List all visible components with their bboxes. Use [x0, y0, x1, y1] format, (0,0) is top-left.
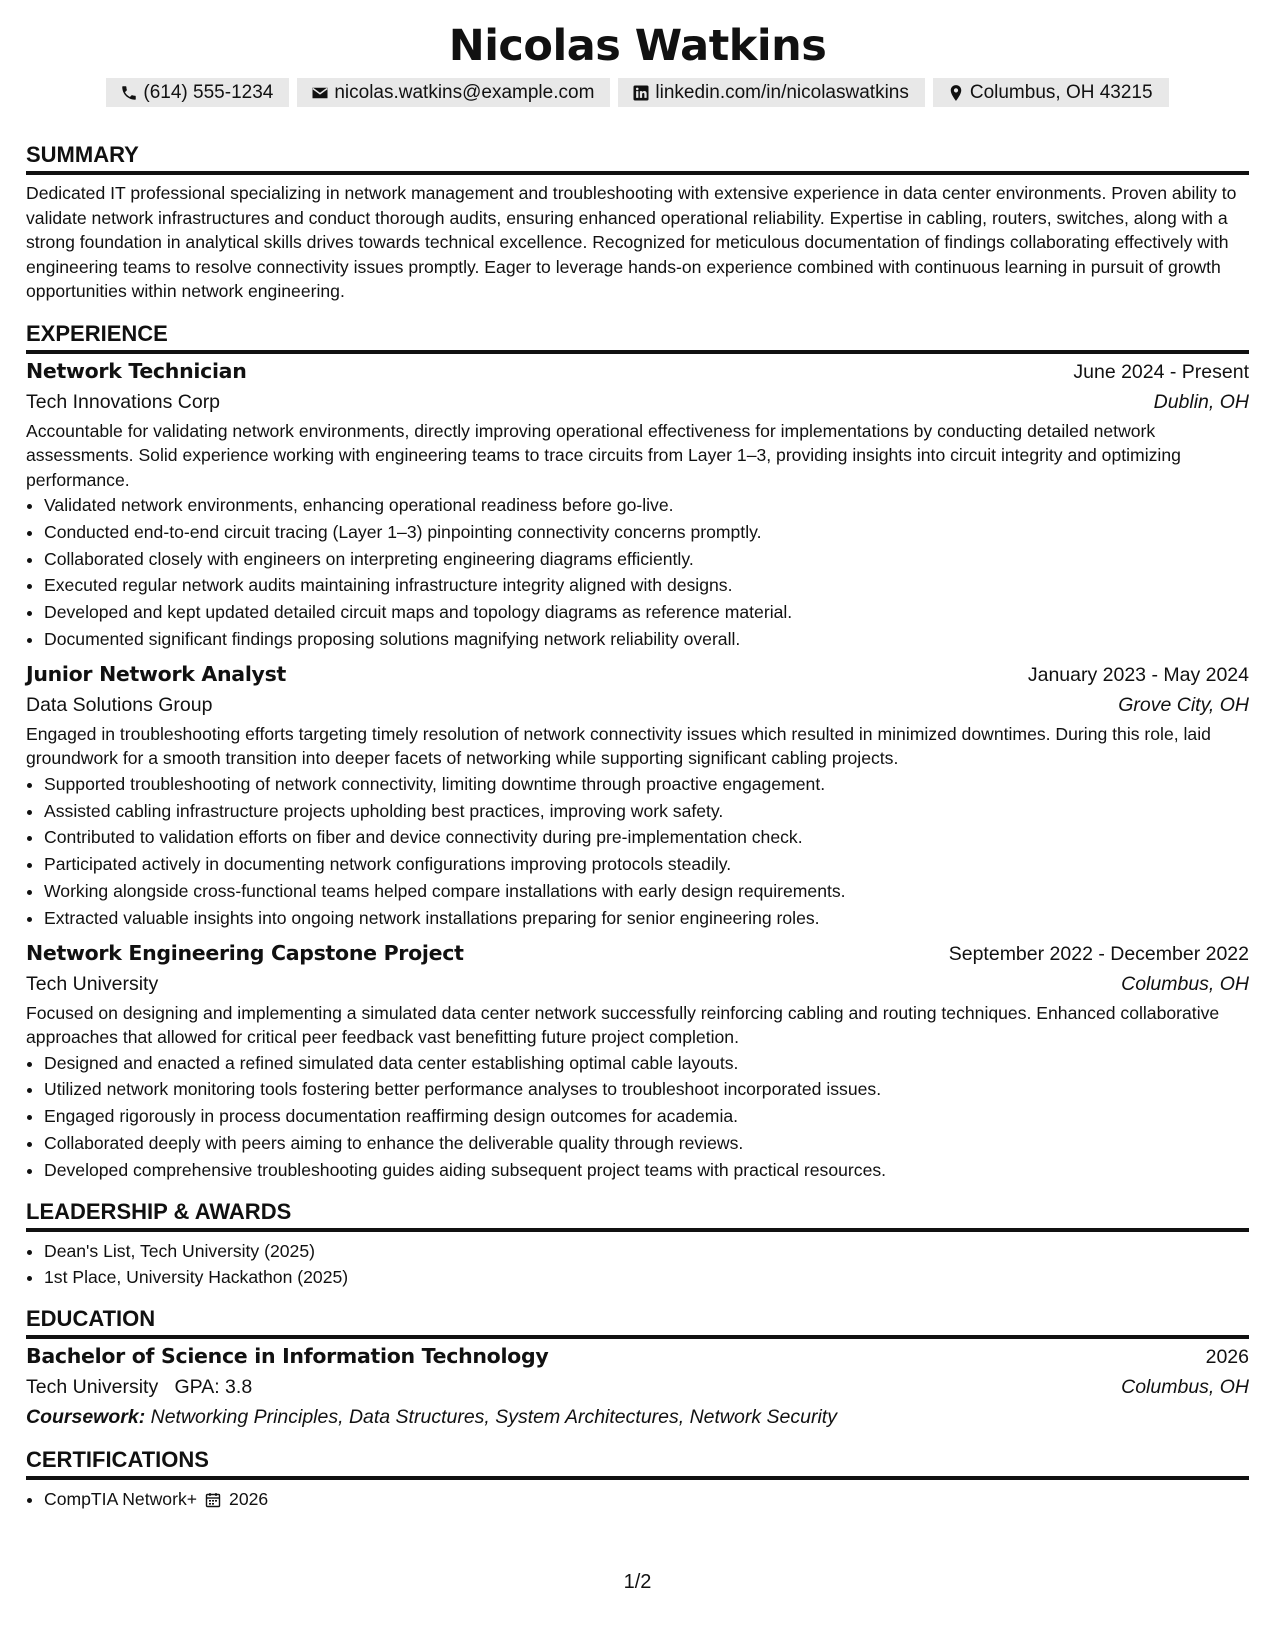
- school-location: Columbus, OH: [1121, 1376, 1249, 1399]
- contact-phone: [106, 78, 289, 107]
- school-info: [26, 1372, 252, 1402]
- location-text: Columbus, OH 43215: [969, 82, 1153, 103]
- list-item: • Participated actively in documenting network configurations improving protocols steadily.: [44, 851, 1249, 878]
- job-location: Dublin, OH: [1153, 390, 1249, 413]
- job-company: Data Solutions Group: [26, 693, 213, 716]
- envelope-icon: [311, 84, 329, 102]
- list-item: • Utilized network monitoring tools fostering better performance analyses to troubleshoot incorporated issues.: [44, 1076, 1249, 1103]
- page-number: 1/2: [623, 1571, 652, 1593]
- graduation-year: 2026: [1205, 1346, 1249, 1369]
- list-item: • Dean's List, Tech University (2025): [44, 1238, 1249, 1265]
- section-title-certifications: CERTIFICATIONS: [26, 1447, 209, 1473]
- job-title: Junior Network Analyst: [26, 661, 287, 686]
- list-item: • Contributed to validation efforts on fiber and device connectivity during pre-implementation check.: [44, 824, 1249, 851]
- list-item: • Supported troubleshooting of network connectivity, limiting downtime through proactive engagement.: [44, 771, 1249, 798]
- job-company: Tech University: [26, 972, 159, 995]
- degree-title: Bachelor of Science in Information Technology: [26, 1344, 549, 1369]
- phone-icon: [120, 84, 138, 102]
- job-bullets: [26, 1050, 1249, 1184]
- candidate-name: Nicolas Watkins: [448, 21, 827, 71]
- list-item: • Collaborated deeply with peers aiming to enhance the deliverable quality through reviews.: [44, 1130, 1249, 1157]
- phone-text: (614) 555-1234: [143, 82, 274, 103]
- summary-text: Dedicated IT professional specializing in network management and troubleshooting with extensive experience in data center environments. Proven ability to validate network infrastructures and conduct thorough audits, ensuring enhanced operational reliability. Expertise in cabling, routers, switches, along with a strong foundation in analytical skills drives towards technical excellence. Recognized for meticulous documentation of findings collaborating effectively with engineering teams to resolve connectivity issues promptly. Eager to leverage hands-on experience combined with continuous learning in pursuit of growth opportunities within network engineering.: [26, 183, 1237, 301]
- job-location: Grove City, OH: [1118, 693, 1249, 716]
- list-item: • Documented significant findings proposing solutions magnifying network reliability overall.: [44, 626, 1249, 653]
- resume-page: [26, 18, 1249, 1513]
- contact-email[interactable]: [297, 78, 610, 107]
- certifications-list: [26, 1486, 1249, 1513]
- job-bullets: [26, 771, 1249, 932]
- job-description: Accountable for validating network environments, directly improving operational effectiveness for implementations by conducting detailed network assessments. Solid experience working with engineering teams to trace circuits from Layer 1–3, providing insights into circuit integrity and optimizing performance.: [26, 420, 1181, 490]
- section-divider: [26, 171, 1249, 175]
- job-entry: [26, 659, 1249, 932]
- list-item: • 1st Place, University Hackathon (2025): [44, 1264, 1249, 1291]
- contact-bar: [26, 78, 1249, 107]
- job-title: Network Technician: [26, 358, 247, 383]
- list-item: • Engaged rigorously in process documentation reaffirming design outcomes for academia.: [44, 1103, 1249, 1130]
- job-title: Network Engineering Capstone Project: [26, 940, 464, 965]
- job-dates: June 2024 - Present: [1073, 360, 1249, 383]
- job-bullets: [26, 492, 1249, 653]
- list-item: • Validated network environments, enhancing operational readiness before go-live.: [44, 492, 1249, 519]
- email-text: nicolas.watkins@example.com: [334, 82, 595, 103]
- job-dates: January 2023 - May 2024: [1027, 663, 1249, 686]
- list-item: • Conducted end-to-end circuit tracing (Layer 1–3) pinpointing connectivity concerns promptly.: [44, 519, 1249, 546]
- section-title-summary: SUMMARY: [26, 142, 139, 167]
- coursework-list: Networking Principles, Data Structures, System Architectures, Network Security: [150, 1406, 837, 1429]
- list-item: • Executed regular network audits maintaining infrastructure integrity aligned with designs.: [44, 572, 1249, 599]
- list-item: [44, 1486, 1249, 1513]
- section-divider: [26, 350, 1249, 354]
- list-item: • Developed comprehensive troubleshooting guides aiding subsequent project teams with practical resources.: [44, 1157, 1249, 1184]
- list-item: • Extracted valuable insights into ongoing network installations preparing for senior engineering roles.: [44, 905, 1249, 932]
- section-divider: [26, 1476, 1249, 1480]
- gpa: GPA: 3.8: [174, 1376, 253, 1399]
- contact-location: [933, 78, 1169, 107]
- coursework: [26, 1402, 1249, 1432]
- coursework-label: Coursework:: [26, 1406, 146, 1429]
- list-item: • Working alongside cross-functional teams helped compare installations with early design requirements.: [44, 878, 1249, 905]
- contact-linkedin[interactable]: [618, 78, 924, 107]
- cert-year: 2026: [229, 1489, 269, 1510]
- list-item: • Assisted cabling infrastructure projects upholding best practices, improving work safety.: [44, 798, 1249, 825]
- section-title-education: EDUCATION: [26, 1306, 156, 1332]
- job-dates: September 2022 - December 2022: [948, 942, 1249, 965]
- cert-name: • CompTIA Network+: [44, 1489, 198, 1510]
- section-title-experience: EXPERIENCE: [26, 320, 168, 346]
- linkedin-icon: [632, 84, 650, 102]
- experience-section: [26, 320, 1249, 1184]
- summary-section: [26, 141, 1249, 304]
- job-entry: [26, 356, 1249, 653]
- calendar-icon: [205, 1492, 221, 1508]
- certifications-section: [26, 1446, 1249, 1513]
- section-title-leadership: LEADERSHIP & AWARDS: [26, 1198, 292, 1224]
- list-item: • Designed and enacted a refined simulated data center establishing optimal cable layouts.: [44, 1050, 1249, 1077]
- job-description: Engaged in troubleshooting efforts targeting timely resolution of network connectivity issues which resulted in minimized downtimes. During this role, laid groundwork for a smooth transition into deeper facets of networking while supporting significant cabling projects.: [26, 723, 1211, 769]
- linkedin-text: linkedin.com/in/nicolaswatkins: [655, 82, 909, 103]
- school-name: Tech University: [26, 1376, 159, 1399]
- job-company: Tech Innovations Corp: [26, 390, 221, 413]
- job-description: Focused on designing and implementing a simulated data center network successfully reinforcing cabling and routing techniques. Enhanced collaborative approaches that allowed for critical peer feedback vast benefitting future project completion.: [26, 1002, 1220, 1048]
- section-divider: [26, 1335, 1249, 1339]
- job-entry: [26, 938, 1249, 1184]
- list-item: • Developed and kept updated detailed circuit maps and topology diagrams as reference material.: [44, 599, 1249, 626]
- section-divider: [26, 1228, 1249, 1232]
- list-item: • Collaborated closely with engineers on interpreting engineering diagrams efficiently.: [44, 546, 1249, 573]
- job-location: Columbus, OH: [1121, 972, 1249, 995]
- map-pin-icon: [947, 84, 965, 102]
- leadership-section: [26, 1198, 1249, 1292]
- education-section: [26, 1305, 1249, 1432]
- awards-list: [26, 1238, 1249, 1292]
